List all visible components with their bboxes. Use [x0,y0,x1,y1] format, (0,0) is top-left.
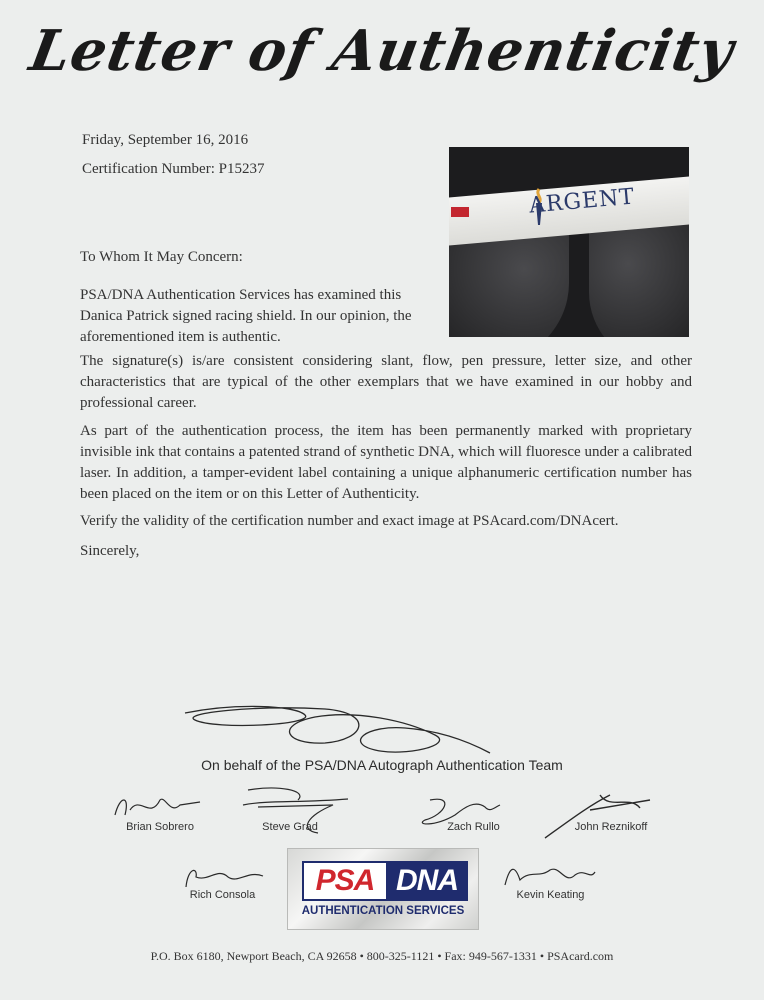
footer-address: P.O. Box 6180, Newport Beach, CA 92658 • 800-325-1121 • Fax: 949-567-1331 • PSAcard.com [150,949,614,963]
logo-tagline: AUTHENTICATION SERVICES [301,905,465,917]
salutation: To Whom It May Concern: [80,249,243,265]
signer-kevin-keating: Kevin Keating [516,889,585,901]
paragraph-examination: PSA/DNA Authentication Services has examined this Danica Patrick signed racing shield. In our opinion, the aforementioned item is authentic. [80,287,412,345]
flag-decal-icon [451,207,469,217]
item-photo [449,147,689,337]
letter-date: Friday, September 16, 2016 [82,132,249,148]
signature-brian-sobrero [110,790,205,822]
certification-number: Certification Number: P15237 [82,161,265,177]
signer-brian-sobrero: Brian Sobrero [126,821,194,833]
signer-rich-consola: Rich Consola [189,889,256,901]
closing: Sincerely, [80,543,140,559]
signer-steve-grad: Steve Grad [262,821,318,833]
paragraph-process: As part of the authentication process, the item has been permanently marked with proprietary invisible ink that contains a patented strand of synthetic DNA, which will fluoresce under a calibrated laser. In addition, a tamper-evident label containing a unique alphanumeric certification number has been placed on the item or on this Letter of Authenticity. [80,423,692,502]
paragraph-signature: The signature(s) is/are consistent considering slant, flow, pen pressure, letter size, and other characteristics that are typical of the other exemplars that we have examined in our hobby and professional career. [80,353,692,411]
team-line: On behalf of the PSA/DNA Autograph Authentication Team [201,757,563,773]
signer-john-reznikoff: John Reznikoff [574,821,648,833]
paragraph-verify: Verify the validity of the certification number and exact image at PSAcard.com/DNAcert. [80,513,619,529]
logo-psa: PSA [302,861,388,901]
logo-dna: DNA [386,861,468,901]
signature-rich-consola [178,862,268,892]
psa-dna-hologram-logo [287,848,479,930]
signer-zach-rullo: Zach Rullo [447,821,500,833]
item-brand-text: ARGENT [528,184,636,219]
signature-kevin-keating [500,860,600,892]
letter-title: Letter of Authenticity [25,18,739,84]
